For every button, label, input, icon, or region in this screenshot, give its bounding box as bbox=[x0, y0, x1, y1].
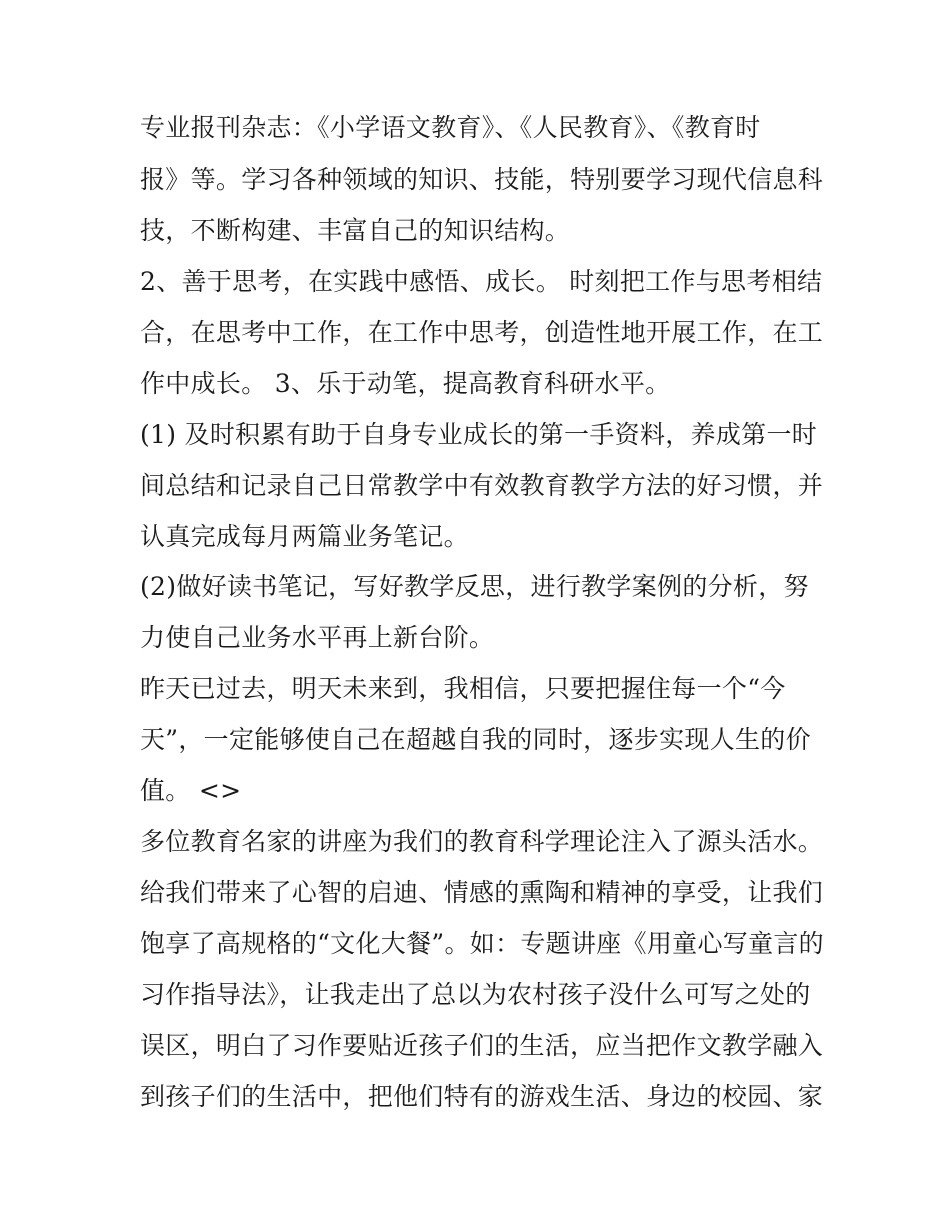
text-line: 作中成长。 3、乐于动笔，提高教育科研水平。 bbox=[140, 369, 671, 398]
text-line: 报》等。学习各种领域的知识、技能，特别要学习现代信息科 bbox=[140, 165, 824, 194]
text-line: 技，不断构建、丰富自己的知识结构。 bbox=[140, 216, 571, 245]
text-line: 饱享了高规格的“文化大餐”。如：专题讲座《用童心写童言的 bbox=[140, 929, 824, 958]
text-line: 昨天已过去，明天未来到，我相信，只要把握住每一个“今 bbox=[140, 674, 786, 703]
text-line: 2、善于思考，在实践中感悟、成长。 时刻把工作与思考相结 bbox=[140, 267, 823, 296]
text-line: 值。 <> bbox=[140, 776, 242, 805]
text-line: 力使自己业务水平再上新台阶。 bbox=[140, 623, 495, 652]
text-line: (2)做好读书笔记，写好教学反思，进行教学案例的分析，努 bbox=[140, 572, 809, 601]
text-line: 误区，明白了习作要贴近孩子们的生活，应当把作文教学融入 bbox=[140, 1031, 824, 1060]
text-line: 专业报刊杂志：《小学语文教育》、《人民教育》、《教育时 bbox=[140, 113, 761, 142]
text-line: 给我们带来了心智的启迪、情感的熏陶和精神的享受，让我们 bbox=[140, 878, 824, 907]
text-line: 到孩子们的生活中，把他们特有的游戏生活、身边的校园、家 bbox=[140, 1082, 824, 1111]
text-line: 认真完成每月两篇业务笔记。 bbox=[140, 522, 469, 551]
text-line: 习作指导法》，让我走出了总以为农村孩子没什么可写之处的 bbox=[140, 980, 811, 1009]
text-line: (1) 及时积累有助于自身专业成长的第一手资料，养成第一时 bbox=[140, 420, 818, 449]
text-line: 多位教育名家的讲座为我们的教育科学理论注入了源头活水。 bbox=[140, 827, 824, 856]
text-line: 天”，一定能够使自己在超越自我的同时，逐步实现人生的价 bbox=[140, 725, 811, 754]
text-line: 间总结和记录自己日常教学中有效教育教学方法的好习惯，并 bbox=[140, 471, 824, 500]
text-line: 合，在思考中工作，在工作中思考，创造性地开展工作，在工 bbox=[140, 318, 824, 347]
